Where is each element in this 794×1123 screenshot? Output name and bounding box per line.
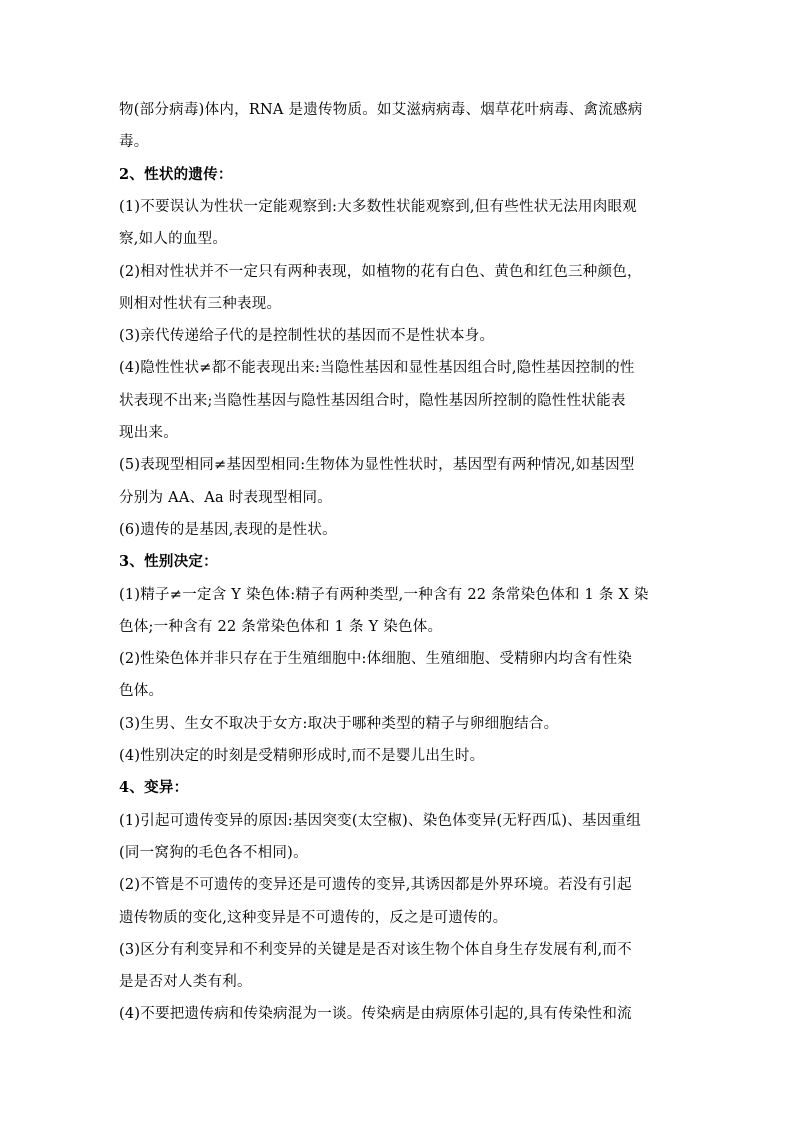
text-line: (4)不要把遗传病和传染病混为一谈。传染病是由病原体引起的,具有传染性和流 <box>119 1006 632 1023</box>
text-line: 分别为 AA、Aa 时表现型相同。 <box>119 489 333 506</box>
section-heading: 4、变异： <box>119 779 189 797</box>
text-line: (3)亲代传递给子代的是控制性状的基因而不是性状本身。 <box>119 328 495 345</box>
section-heading: 2、性状的遗传： <box>119 165 233 183</box>
text-line: (2)性染色体并非只存在于生殖细胞中:体细胞、生殖细胞、受精卵内均含有性染 <box>119 651 633 668</box>
text-line: 现出来。 <box>119 425 178 441</box>
text-line: (3)生男、生女不取决于女方:取决于哪种类型的精子与卵细胞结合。 <box>119 715 559 732</box>
text-line: (3)区分有利变异和不利变异的关键是是否对该生物个体自身生存发展有利,而不 <box>119 941 632 958</box>
text-line: 毒。 <box>119 134 149 151</box>
text-line: (6)遗传的是基因,表现的是性状。 <box>119 521 337 538</box>
text-line: (2)相对性状并不一定只有两种表现，如植物的花有白色、黄色和红色三种颜色， <box>119 263 642 280</box>
text-line: (4)隐性性状≠都不能表现出来:当隐性基因和显性基因组合时,隐性基因控制的性 <box>119 360 635 377</box>
text-line: (2)不管是不可遗传的变异还是可遗传的变异,其诱因都是外界环境。若没有引起 <box>119 877 632 894</box>
text-line: 是是否对人类有利。 <box>119 974 252 991</box>
text-line: (1)不要误认为性状一定能观察到:大多数性状能观察到,但有些性状无法用肉眼观 <box>119 198 638 215</box>
text-line: (1)引起可遗传变异的原因:基因突变(太空椒)、染色体变异(无籽西瓜)、基因重组 <box>119 812 642 829</box>
section-heading: 3、性别决定： <box>119 553 218 571</box>
text-line: (同一窝狗的毛色各不相同)。 <box>119 844 308 861</box>
text-line: 则相对性状有三种表现。 <box>119 295 282 312</box>
text-line: 状表现不出来;当隐性基因与隐性基因组合时，隐性基因所控制的隐性性状能表 <box>119 392 626 409</box>
text-line: 色体。 <box>119 683 164 700</box>
text-line: 遗传物质的变化,这种变异是不可遗传的，反之是可遗传的。 <box>119 909 508 926</box>
text-line: 察,如人的血型。 <box>119 231 228 248</box>
text-line: (1)精子≠一定含 Y 染色体:精子有两种类型,一种含有 22 条常染色体和 1 条 X 染 <box>119 586 649 603</box>
text-line: 色体;一种含有 22 条常染色体和 1 条 Y 染色体。 <box>119 618 443 635</box>
text-line: (5)表现型相同≠基因型相同:生物体为显性性状时，基因型有两种情况,如基因型 <box>119 457 635 474</box>
text-line: (4)性别决定的时刻是受精卵形成时,而不是婴儿出生时。 <box>119 748 485 764</box>
text-line: 物(部分病毒)体内，RNA 是遗传物质。如艾滋病病毒、烟草花叶病毒、禽流感病 <box>119 102 643 118</box>
